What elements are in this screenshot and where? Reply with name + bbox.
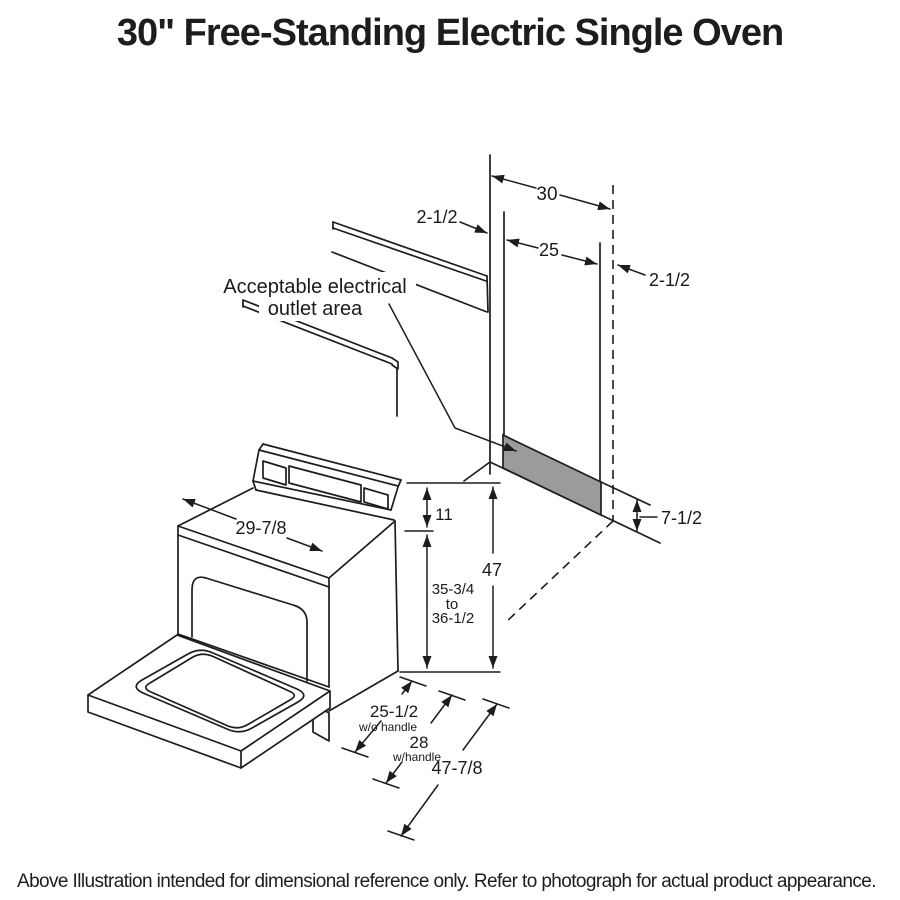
cooktop-front-band-edge [178,535,329,587]
backsplash-top-edge [333,222,487,276]
page-title: 30" Free-Standing Electric Single Oven [116,12,784,54]
side-rear-edge [395,521,398,671]
cooktop-height-label-line3: 36-1/2 [431,610,475,627]
wall-corner [464,155,660,624]
depth2-arrow-rear [431,695,452,723]
depth-no-handle-label: 25-1/2 [369,702,419,721]
range-backguard [253,444,401,520]
wall-width-arrow-left [492,176,536,188]
floor-dashed-diagonal [504,521,613,624]
outlet-annotation [214,272,516,451]
depth2-front-tick [373,779,399,788]
range-width-arrow-left [183,499,236,519]
left-offset-leader [460,222,487,233]
right-offset-leader [618,265,645,275]
depth1-front-tick [342,748,368,757]
depth-no-handle-note: w/o handle [358,720,418,734]
depth1-arrow-rear [402,681,412,694]
depth3-front-tick [388,831,414,840]
backguard-top-front-edge [259,450,398,486]
cooktop-height-label-line1: 35-3/4 [431,581,475,598]
annotation-line1: Acceptable electrical [223,276,407,298]
cooktop-height-label-line2: to [445,596,459,613]
backsplash-wall-cap [487,276,488,312]
counter-right-cap [392,358,398,369]
footnote: Above Illustration intended for dimensional reference only. Refer to photograph for actual product appearance. [17,871,876,892]
outlet-width-arrow-right [562,255,597,264]
outlet-width-label: 25 [538,240,560,260]
overall-height-label: 47 [481,560,503,580]
left-offset-label: 2-1/2 [416,207,458,227]
range-drawing [88,444,401,768]
depth3-arrow-rear [463,704,497,750]
outlet-width-arrow-left [507,240,538,248]
oven-door-open [88,635,330,768]
backguard-height-label: 11 [435,505,453,524]
right-offset-label: 2-1/2 [649,270,691,290]
annotation-line2: outlet area [267,298,363,320]
depth3-arrow-front [401,785,438,836]
side-top-edge [329,521,395,578]
acceptable-outlet-area-shading [503,435,601,515]
depth-dimensions [342,677,509,840]
annotation-leader-arrow [389,304,516,451]
height-dimensions [400,483,502,672]
range-width-arrow-right [287,538,322,551]
floor-line-left [464,462,490,481]
depth-with-handle-label: 28 [409,733,429,752]
range-width-label: 29-7/8 [235,518,287,538]
depth3-rear-tick [483,699,509,708]
backguard-left-cap [253,444,263,481]
wall-width-label: 30 [536,184,558,205]
depth1-rear-tick [400,677,426,686]
depth-door-open-label: 47-7/8 [431,758,483,778]
backguard-top-edge [263,444,401,480]
outlet-height-label: 7-1/2 [661,508,703,528]
depth-with-handle-note: w/handle [392,750,442,764]
outlet-top-extension-line [601,482,650,505]
control-panel-left [263,461,286,485]
wall-width-arrow-right [560,195,610,209]
backguard-bottom-edge [253,481,391,510]
depth2-arrow-front [386,762,402,783]
